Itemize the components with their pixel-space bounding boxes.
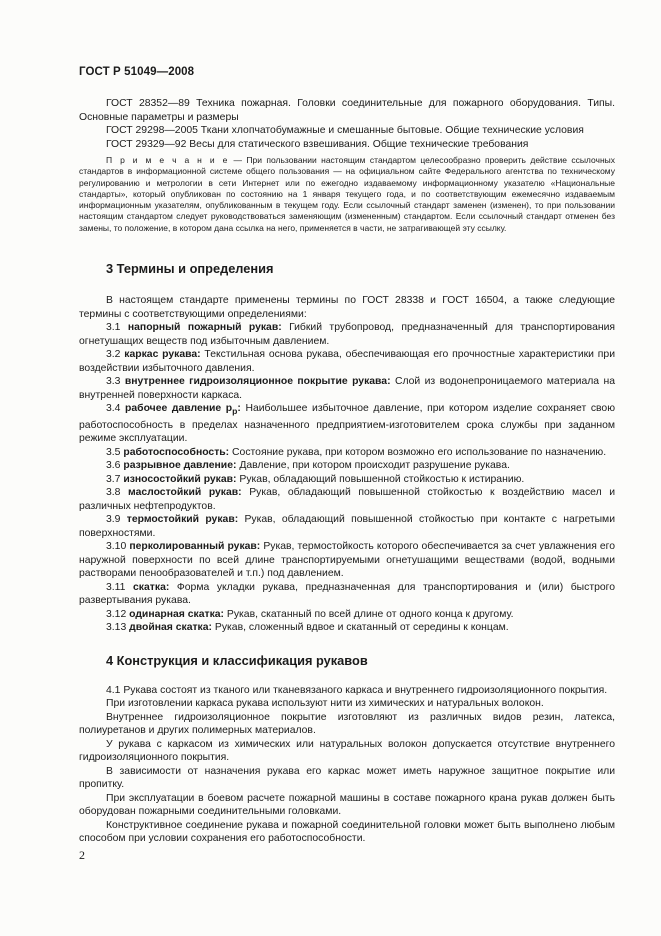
term-definition [79, 608, 615, 622]
reference-gost-28352: ГОСТ 28352—89 Техника пожарная. Головки соединительные для пожарного оборудования. Типы. Основные параметры и размеры [79, 98, 615, 123]
page-content [79, 97, 615, 846]
section-3-intro: В настоящем стандарте применены термины по ГОСТ 28338 и ГОСТ 16504, а также следующие термины с соответствующими определениями: [79, 295, 615, 320]
term-definition [79, 348, 615, 375]
term-description: Наибольшее избыточное давление, при котором изделие сохраняет свою работоспособность в пределах назначенного предприятием-изготовителем срока службы при заданном режиме эксплуатации. [79, 403, 615, 445]
section-4-paragraph: Конструктивное соединение рукава и пожарной соединительной головки может быть выполнено любым способом при условии сохранения его работоспособности. [79, 819, 615, 845]
term-name: скатка: [133, 581, 170, 593]
terms-list [79, 321, 615, 635]
term-number: 3.8 [106, 487, 121, 499]
term-name: внутреннее гидроизоляционное покрытие рукава: [124, 376, 391, 388]
term-description: Рукав, сложенный вдвое и скатанный от середины к концам. [212, 622, 509, 634]
term-number: 3.2 [106, 349, 121, 361]
term-name: двойная скатка: [129, 622, 212, 634]
section-4-paragraph: При изготовлении каркаса рукава используют нити из химических и натуральных волокон. [106, 698, 544, 710]
standard-header: ГОСТ Р 51049—2008 [79, 66, 195, 78]
term-description: Состояние рукава, при котором возможно его использование по назначению. [229, 446, 607, 458]
page-number: 2 [79, 848, 85, 862]
term-number: 3.1 [106, 322, 121, 334]
term-description: Рукав, обладающий повышенной стойкостью к истиранию. [236, 473, 525, 485]
reference-note [79, 155, 615, 234]
term-number: 3.10 [106, 541, 127, 553]
term-name: термостойкий рукав: [126, 514, 239, 526]
section-4-paragraph: В зависимости от назначения рукава его каркас может иметь наружное защитное покрытие или пропитку. [79, 765, 615, 791]
term-definition [79, 581, 615, 608]
term-definition [79, 473, 615, 487]
term-definition [79, 375, 615, 402]
term-subscript: р [232, 406, 238, 417]
section-4-body [79, 684, 615, 846]
term-number: 3.9 [106, 514, 121, 526]
term-definition [79, 459, 615, 473]
term-name: работоспособность: [123, 446, 230, 458]
term-definition [79, 513, 615, 540]
term-definition [79, 446, 615, 460]
note-text: — При пользовании настоящим стандартом целесообразно проверить действие ссылочных стандартов в информационной системе общего пользования — на официальном сайте Федерального агентства по техническому регулированию и метрологии в сети Интернет или по ежегодно издаваемому информационному указателю «Национальные стандарты», который опубликован по состоянию на 1 января текущего года, и по соответствующим ежемесячно издаваемым информационным указателям, опубликованным в текущем году. Если ссылочный стандарт заменен (изменен), то при пользовании настоящим стандартом следует руководствоваться заменяющим (измененным) стандартом. Если ссылочный стандарт отменен без замены, то положение, в котором дана ссылка на него, применяется в части, не затрагивающей эту ссылку. [79, 155, 616, 233]
term-name: разрывное давление: [123, 460, 237, 472]
term-description: Рукав, обладающий повышенной стойкостью к воздействию масел и различных нефтепродуктов. [79, 487, 616, 512]
term-name [125, 403, 241, 417]
term-name-tail: : [237, 403, 241, 415]
section-4-paragraph: У рукава с каркасом из химических или натуральных волокон допускается отсутствие внутреннего гидроизоляционного покрытия. [79, 738, 615, 764]
term-name: одинарная скатка: [129, 608, 225, 620]
term-number: 3.7 [106, 473, 121, 485]
term-number: 3.12 [106, 608, 127, 620]
section-4-heading: 4 Конструкция и классификация рукавов [106, 652, 368, 668]
term-number: 3.6 [106, 460, 121, 472]
term-definition [79, 540, 615, 581]
term-definition [79, 621, 615, 635]
term-name: маслостойкий рукав: [128, 487, 242, 499]
section-4-paragraph: Внутреннее гидроизоляционное покрытие изготовляют из различных видов резин, латекса, полиуретанов и других полимерных материалов. [79, 711, 615, 737]
term-definition [79, 486, 615, 513]
term-number: 3.4 [106, 403, 121, 415]
term-description: Рукав, обладающий повышенной стойкостью при контакте с нагретыми поверхностями. [79, 514, 615, 539]
term-number: 3.13 [106, 622, 127, 634]
term-number: 3.3 [106, 376, 121, 388]
term-description: Рукав, термостойкость которого обеспечивается за счет увлажнения его наружной поверхности по всей длине транспортируемыми огнетушащими веществами (водой, водными растворами пенообразователей и т.п.) под давлением. [79, 541, 616, 580]
term-name: износостойкий рукав: [123, 473, 237, 485]
term-name: перколированный рукав: [129, 541, 261, 553]
term-name: напорный пожарный рукав: [127, 322, 282, 334]
section-4-paragraph: При эксплуатации в боевом расчете пожарной машины в составе пожарного крана рукав должен быть оборудован пожарными соединительными головками. [79, 792, 615, 818]
note-label: П р и м е ч а н и е [106, 155, 230, 165]
term-definition [79, 321, 615, 348]
term-description: Форма укладки рукава, предназначенная для транспортирования и (или) быстрого развертывания рукава. [79, 581, 615, 607]
section-3-heading: 3 Термины и определения [106, 261, 274, 277]
term-name: каркас рукава: [124, 349, 201, 361]
term-name-text: рабочее давление р [125, 403, 233, 415]
term-description: Гибкий трубопровод, предназначенный для транспортирования огнетушащих веществ под избыточным давлением. [79, 322, 616, 347]
section-4-paragraph: 4.1 Рукава состоят из тканого или тканевязаного каркаса и внутреннего гидроизоляционного покрытия. [106, 684, 608, 696]
term-number: 3.11 [106, 581, 126, 593]
term-number: 3.5 [106, 446, 121, 458]
term-definition [79, 402, 615, 446]
reference-gost-29298: ГОСТ 29298—2005 Ткани хлопчатобумажные и смешанные бытовые. Общие технические условия [106, 125, 584, 136]
term-description: Давление, при котором происходит разрушение рукава. [236, 460, 510, 472]
reference-gost-29329: ГОСТ 29329—92 Весы для статического взвешивания. Общие технические требования [106, 138, 529, 150]
term-description: Текстильная основа рукава, обеспечивающая его прочностные характеристики при воздействии избыточного давления. [79, 349, 615, 374]
term-description: Слой из водонепроницаемого материала на внутренней поверхности каркаса. [79, 376, 615, 401]
term-description: Рукав, скатанный по всей длине от одного конца к другому. [224, 608, 514, 620]
